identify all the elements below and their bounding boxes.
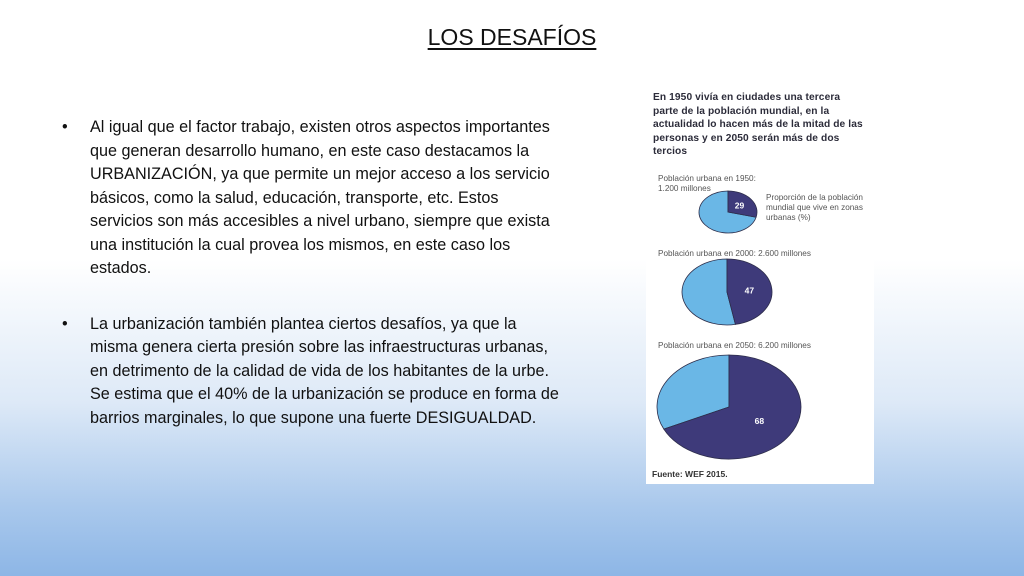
pie-2050-label: Población urbana en 2050: 6.200 millones [658,341,811,350]
pie-2000-value-label: 47 [744,285,755,296]
bullet-item-2 [62,313,562,431]
pie-chart-1950 [698,190,758,234]
slide-title-text: LOS DESAFÍOS [427,24,597,50]
pie-1950-label-line1: Población urbana en 1950: [658,174,756,183]
urban-population-figure [646,86,874,484]
figure-source: Fuente: WEF 2015. [652,469,728,479]
bullet-text: Al igual que el factor trabajo, existen otros aspectos importantes que generan desarrollo humano, en este caso destacamos la URBANIZACIÓN, ya que permite un mejor acceso a los servicio básicos, como la salud, educación, transporte, etc. Estos servicios son más accesibles a nivel urbano, siempre que exista una institución la cual provea los mismos, en este caso los estados. [90,118,550,277]
bullet-item-1 [62,116,562,281]
pie-chart-2050 [656,354,802,460]
pie-1950-label-line2: 1.200 millones [658,184,711,193]
bullet-text: La urbanización también plantea ciertos desafíos, ya que la misma genera cierta presión sobre las infraestructuras urbanas, en detrimento de la calidad de vida de los habitantes de la urbe. Se estima que el 40% de la urbanización se produce en forma de barrios marginales, lo que supone una fuerte DESIGUALDAD. [90,314,559,427]
pie-2050-value-label: 68 [754,415,765,426]
bullet-list [62,116,562,462]
slide-title [0,24,1024,51]
pie-1950-value-label: 29 [734,200,745,211]
figure-heading: En 1950 vivía en ciudades una tercera parte de la población mundial, en la actualidad lo hacen más de la mitad de las personas y en 2050 serán más de dos tercios [653,92,863,158]
bullet-dot: • [62,314,68,333]
bullet-dot: • [62,118,68,136]
legend-note: Proporción de la población mundial que vive en zonas urbanas (%) [766,193,863,222]
pie-chart-2000 [681,258,773,326]
pie-2000-label: Población urbana en 2000: 2.600 millones [658,249,811,258]
